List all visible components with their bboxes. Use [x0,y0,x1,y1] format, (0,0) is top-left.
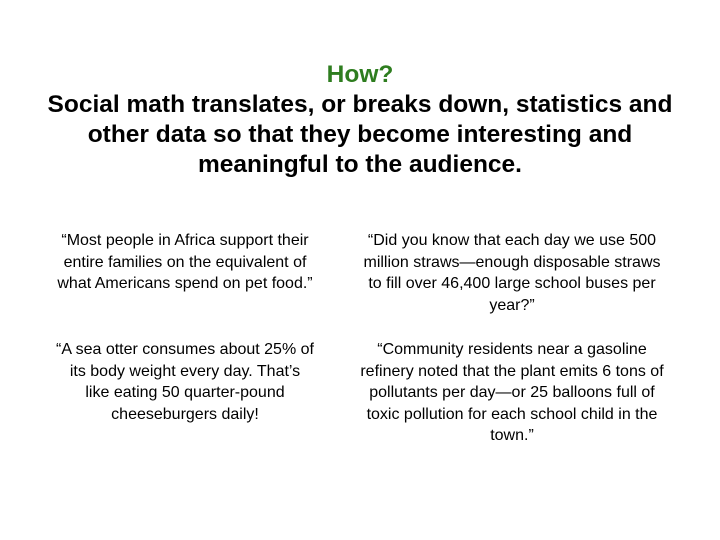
quote-straws-school-buses: “Did you know that each day we use 500 million straws—enough disposable straws to fill over 46,400 large school buses per year?” [363,232,661,314]
quote-africa-pet-food: “Most people in Africa support their entire families on the equivalent of what Americans spend on pet food.” [57,232,313,292]
quote-sea-otter-cheeseburgers: “A sea otter consumes about 25% of its body weight every day. That’s like eating 50 quarter-pound cheeseburgers daily! [56,341,314,423]
slide-heading [20,60,700,180]
heading-subtitle: Social math translates, or breaks down, statistics and other data so that they become interesting and meaningful to the audience. [47,91,673,178]
quote-refinery-balloons: “Community residents near a gasoline refinery noted that the plant emits 6 tons of pollutants per day—or 25 balloons full of toxic pollution for each school child in the town.” [360,341,664,444]
heading-question: How? [326,61,394,88]
